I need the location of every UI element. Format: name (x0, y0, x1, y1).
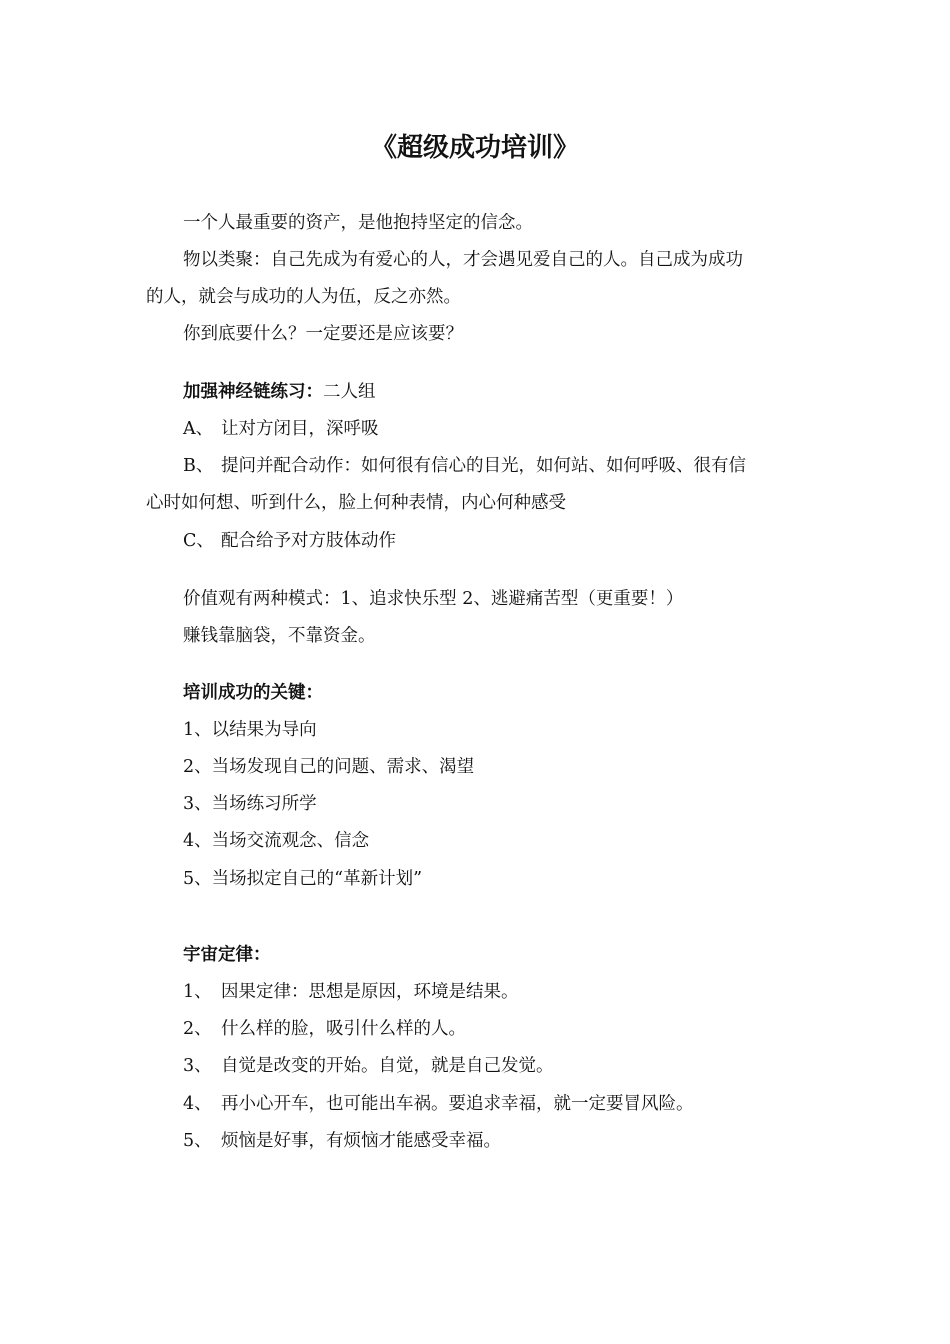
list-item-text: 自觉是改变的开始。自觉，就是自己发觉。 (221, 1056, 554, 1076)
intro-line-4: 你到底要什么？一定要还是应该要？ (183, 324, 463, 344)
laws-item-5 (183, 1129, 501, 1153)
neural-heading: 加强神经链练习： (183, 382, 323, 402)
list-marker: 1、 (183, 982, 212, 1002)
keys-heading: 培训成功的关键： (183, 683, 323, 703)
values-line-1: 价值观有两种模式：1、追求快乐型 2、逃避痛苦型（更重要！） (183, 589, 684, 609)
list-marker: A、 (183, 419, 214, 439)
laws-item-3 (183, 1054, 554, 1078)
neural-item-b (183, 454, 746, 478)
keys-item-2: 2、当场发现自己的问题、需求、渴望 (183, 757, 475, 777)
keys-item-3: 3、当场练习所学 (183, 794, 317, 814)
keys-item-5: 5、当场拟定自己的“革新计划” (183, 869, 423, 889)
neural-item-a (183, 417, 379, 441)
list-marker: 2、 (183, 1019, 212, 1039)
list-item-text: 再小心开车，也可能出车祸。要追求幸福，就一定要冒风险。 (221, 1094, 694, 1114)
intro-line-1: 一个人最重要的资产，是他抱持坚定的信念。 (183, 213, 533, 233)
neural-section-heading (183, 380, 376, 404)
list-marker: 3、 (183, 1056, 212, 1076)
laws-item-1 (183, 980, 519, 1004)
list-marker: B、 (183, 456, 214, 476)
list-item-text: 配合给予对方肢体动作 (221, 531, 396, 551)
neural-item-b-continued: 心时如何想、听到什么，脸上何种表情，内心何种感受 (146, 493, 566, 513)
intro-line-3: 的人，就会与成功的人为伍，反之亦然。 (146, 287, 461, 307)
keys-item-4: 4、当场交流观念、信念 (183, 831, 370, 851)
list-marker: C、 (183, 531, 214, 551)
intro-line-2: 物以类聚：自己先成为有爱心的人，才会遇见爱自己的人。自己成为成功 (183, 250, 743, 270)
list-item-text: 提问并配合动作：如何很有信心的目光，如何站、如何呼吸、很有信 (221, 456, 746, 476)
laws-item-2 (183, 1017, 466, 1041)
laws-item-4 (183, 1092, 694, 1116)
neural-heading-suffix: 二人组 (323, 382, 376, 402)
list-marker: 4、 (183, 1094, 212, 1114)
list-item-text: 什么样的脸，吸引什么样的人。 (221, 1019, 466, 1039)
list-item-text: 因果定律：思想是原因，环境是结果。 (221, 982, 519, 1002)
neural-item-c (183, 529, 396, 553)
list-marker: 5、 (183, 1131, 212, 1151)
list-item-text: 烦恼是好事，有烦恼才能感受幸福。 (221, 1131, 501, 1151)
document-title: 《超级成功培训》 (370, 133, 579, 163)
keys-item-1: 1、以结果为导向 (183, 720, 317, 740)
values-line-2: 赚钱靠脑袋，不靠资金。 (183, 626, 376, 646)
list-item-text: 让对方闭目，深呼吸 (221, 419, 379, 439)
laws-heading: 宇宙定律： (183, 945, 271, 965)
